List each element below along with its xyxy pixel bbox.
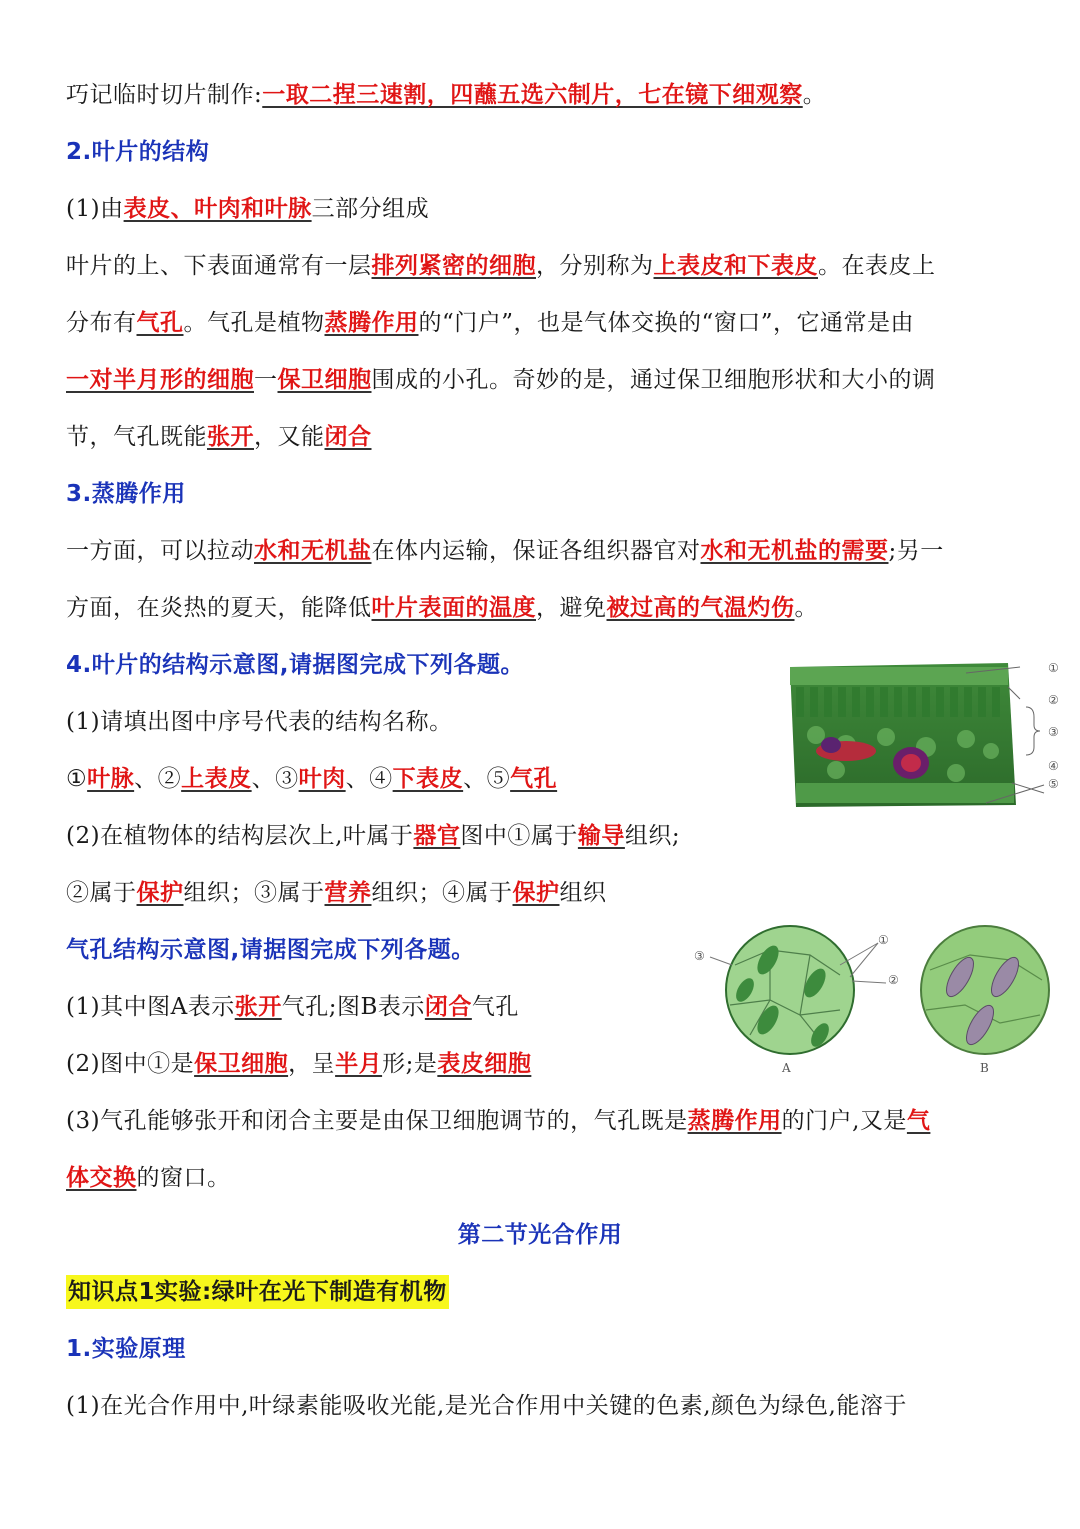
text: 、② bbox=[134, 766, 182, 792]
text: ，呈 bbox=[288, 1051, 336, 1077]
text: 。 bbox=[794, 595, 818, 621]
paragraph-line bbox=[66, 251, 936, 281]
leaf-structure-figure bbox=[786, 655, 1066, 810]
text: 组织; bbox=[624, 823, 681, 849]
stoma-structure-figure bbox=[690, 915, 1060, 1080]
text: 分布有 bbox=[66, 310, 137, 336]
text: 气孔 bbox=[471, 994, 519, 1020]
answer: 水和无机盐 bbox=[254, 538, 372, 564]
answer: 叶脉 bbox=[87, 766, 135, 792]
caption-b: B bbox=[980, 1061, 989, 1075]
text: 气孔;图B表示 bbox=[281, 994, 425, 1020]
answer: 叶片表面的温度 bbox=[371, 595, 536, 621]
answer: 蒸腾作用 bbox=[324, 310, 419, 336]
text: 的窗口。 bbox=[136, 1165, 231, 1191]
answer: 闭合 bbox=[424, 994, 472, 1020]
text: (2)图中①是 bbox=[66, 1051, 195, 1077]
paragraph-line bbox=[66, 194, 429, 224]
label-2: ② bbox=[1048, 693, 1059, 707]
highlighted-title: 知识点1实验:绿叶在光下制造有机物 bbox=[66, 1275, 449, 1309]
text: ，分别称为 bbox=[536, 253, 654, 279]
answer: 体交换 bbox=[66, 1165, 137, 1191]
text: 节，气孔既能 bbox=[66, 424, 207, 450]
label-3: ③ bbox=[1048, 725, 1059, 739]
leaf-cross-section-image bbox=[786, 655, 1066, 810]
mnemonic-line bbox=[66, 80, 826, 110]
label-3: ③ bbox=[694, 949, 705, 963]
text: 。在表皮上 bbox=[818, 253, 936, 279]
answer: 半月 bbox=[335, 1051, 383, 1077]
text: 三部分组成 bbox=[311, 196, 430, 222]
text: ;另一 bbox=[888, 538, 944, 564]
heading-stoma-diagram: 气孔结构示意图,请据图完成下列各题。 bbox=[66, 937, 475, 963]
text: 组织；④属于 bbox=[371, 880, 513, 906]
text: 形;是 bbox=[382, 1051, 438, 1077]
paragraph-line bbox=[66, 878, 607, 908]
text: ，避免 bbox=[536, 595, 607, 621]
label-5: ⑤ bbox=[1048, 777, 1059, 791]
text: 组织；③属于 bbox=[183, 880, 325, 906]
paragraph-line bbox=[66, 821, 680, 851]
paragraph-line bbox=[66, 593, 818, 623]
text: 围成的小孔。奇妙的是，通过保卫细胞形状和大小的调 bbox=[371, 367, 936, 393]
answer: 保护 bbox=[512, 880, 560, 906]
text: ，又能 bbox=[254, 424, 325, 450]
answer: 上表皮和下表皮 bbox=[653, 253, 818, 279]
text: 一 bbox=[254, 367, 278, 393]
text: 、⑤ bbox=[463, 766, 511, 792]
text: ②属于 bbox=[66, 880, 137, 906]
heading-leaf-diagram: 4.叶片的结构示意图,请据图完成下列各题。 bbox=[66, 652, 524, 678]
answer: 一对半月形的细胞 bbox=[66, 367, 254, 393]
text: 的门户,又是 bbox=[781, 1108, 907, 1134]
answer: 一取二捏三速割，四蘸五选六制片，七在镜下细观察 bbox=[262, 82, 803, 108]
label-1: ① bbox=[1048, 661, 1059, 675]
text: 叶片的上、下表面通常有一层 bbox=[66, 253, 372, 279]
text: 在体内运输，保证各组织器官对 bbox=[371, 538, 701, 564]
text: (2)在植物体的结构层次上,叶属于 bbox=[66, 823, 414, 849]
heading-leaf-structure: 2.叶片的结构 bbox=[66, 139, 210, 165]
paragraph-line bbox=[66, 308, 914, 338]
answer: 保护 bbox=[136, 880, 184, 906]
paragraph-line bbox=[66, 1049, 531, 1079]
text: (1)其中图A表示 bbox=[66, 994, 235, 1020]
answer: 张开 bbox=[207, 424, 254, 450]
answer: 输导 bbox=[577, 823, 625, 849]
section-title: 第二节光合作用 bbox=[457, 1222, 623, 1248]
heading-experiment-principle: 1.实验原理 bbox=[66, 1336, 186, 1362]
text: 巧记临时切片制作: bbox=[66, 82, 263, 108]
answer: 水和无机盐的需要 bbox=[700, 538, 889, 564]
caption-a: A bbox=[782, 1061, 791, 1075]
answer: 器官 bbox=[413, 823, 461, 849]
answer: 闭合 bbox=[324, 424, 372, 450]
heading-transpiration: 3.蒸腾作用 bbox=[66, 481, 186, 507]
answer: 气孔 bbox=[136, 310, 184, 336]
answer: 蒸腾作用 bbox=[687, 1108, 782, 1134]
paragraph-line bbox=[66, 992, 519, 1022]
answer: 表皮细胞 bbox=[437, 1051, 532, 1077]
answer: 下表皮 bbox=[392, 766, 464, 792]
text: (3)气孔能够张开和闭合主要是由保卫细胞调节的，气孔既是 bbox=[66, 1108, 688, 1134]
answer: 张开 bbox=[234, 994, 282, 1020]
paragraph-line bbox=[66, 422, 372, 452]
text: 方面，在炎热的夏天，能降低 bbox=[66, 595, 372, 621]
answer: 被过高的气温灼伤 bbox=[606, 595, 795, 621]
paragraph-line bbox=[66, 365, 936, 395]
text: 、④ bbox=[345, 766, 393, 792]
paragraph-line bbox=[66, 1163, 231, 1193]
text: (1)由 bbox=[66, 196, 124, 222]
text: 一方面，可以拉动 bbox=[66, 538, 254, 564]
paragraph-line: (1)在光合作用中,叶绿素能吸收光能,是光合作用中关键的色素,颜色为绿色,能溶于 bbox=[66, 1393, 907, 1419]
answer: 表皮、叶肉和叶脉 bbox=[123, 196, 312, 222]
label-4: ④ bbox=[1048, 759, 1059, 773]
paragraph-line bbox=[66, 536, 944, 566]
text: 的“门户”，也是气体交换的“窗口”，它通常是由 bbox=[418, 310, 915, 336]
answer: 营养 bbox=[324, 880, 372, 906]
text: 组织 bbox=[559, 880, 607, 906]
text: 。 bbox=[802, 82, 827, 108]
label-1: ① bbox=[878, 933, 889, 947]
answer: 保卫细胞 bbox=[194, 1051, 289, 1077]
answer-line bbox=[66, 764, 557, 794]
paragraph-line bbox=[66, 1106, 930, 1136]
stoma-diagram-image bbox=[690, 915, 1060, 1080]
text: 、③ bbox=[251, 766, 299, 792]
answer: 气孔 bbox=[510, 766, 558, 792]
answer: 叶肉 bbox=[298, 766, 346, 792]
text: ① bbox=[66, 766, 88, 792]
knowledge-point-title bbox=[66, 1277, 449, 1307]
answer: 上表皮 bbox=[181, 766, 252, 792]
answer: 排列紧密的细胞 bbox=[371, 253, 536, 279]
answer: 保卫细胞 bbox=[277, 367, 372, 393]
text: 图中①属于 bbox=[460, 823, 578, 849]
answer: 气 bbox=[906, 1108, 931, 1134]
label-2: ② bbox=[888, 973, 899, 987]
text: 。气孔是植物 bbox=[183, 310, 325, 336]
question-line: (1)请填出图中序号代表的结构名称。 bbox=[66, 709, 453, 735]
